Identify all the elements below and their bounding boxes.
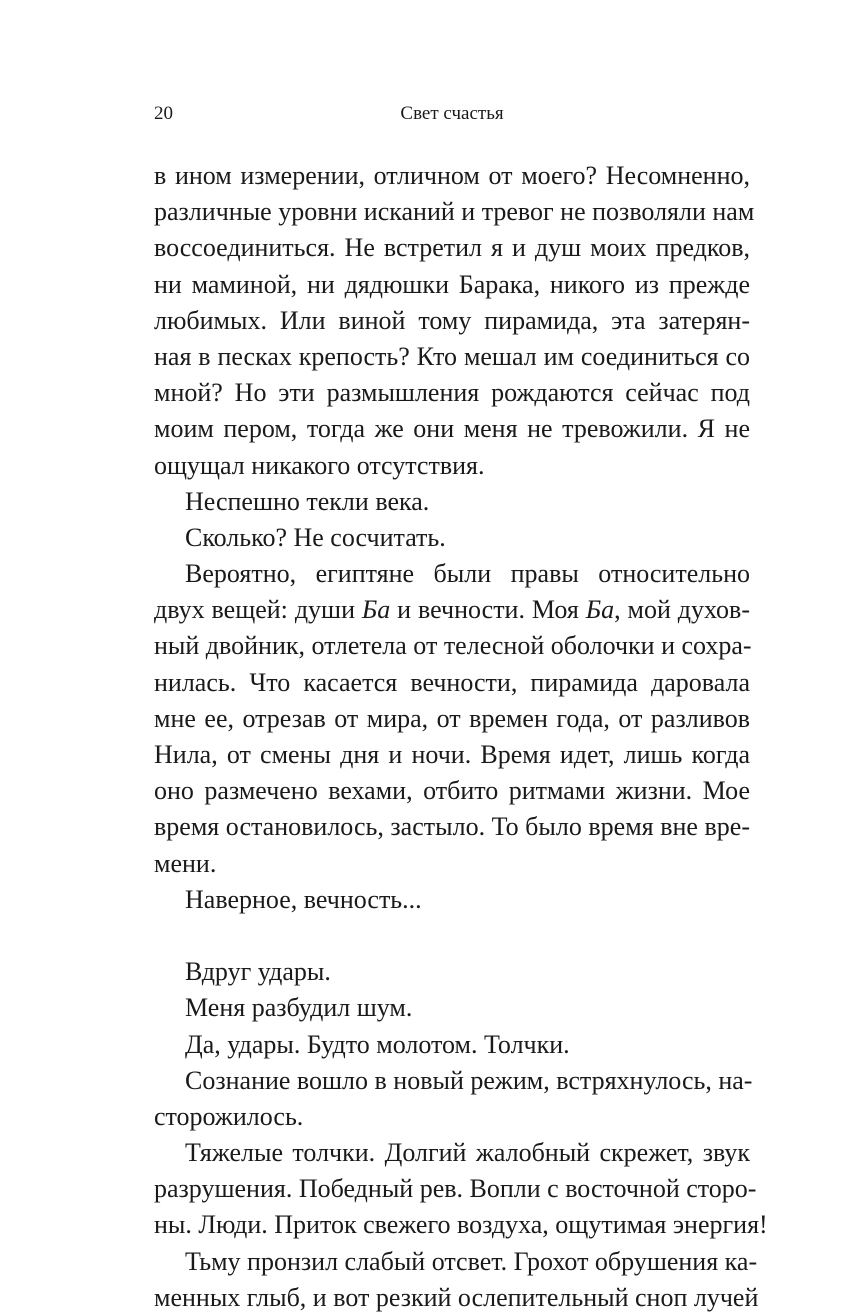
book-title: Свет счастья [400, 103, 504, 124]
paragraph [154, 1244, 759, 1316]
text-line: ная в песках крепость? Кто мешал им соединиться со [154, 341, 750, 371]
text-line: Меня разбудил шум. [185, 993, 413, 1023]
text-line: Тьму пронзил слабый отсвет. Грохот обрушения ка- [185, 1246, 758, 1276]
text-line: Нила, от смены дня и ночи. Время идет, лишь когда [154, 740, 750, 769]
paragraph [154, 954, 750, 990]
running-head [154, 101, 750, 127]
text-line: в ином измерении, отличном от моего? Несомненно, [154, 161, 750, 190]
text-line: моим пером, тогда же они меня не тревожили. Я не [154, 414, 750, 444]
text-span: , мой духов- [614, 595, 750, 625]
text-line: различные уровни исканий и тревог не позволяли нам [154, 197, 755, 227]
text-line [154, 592, 750, 628]
text-line: Наверное, вечность... [185, 884, 422, 914]
italic-term: Ба [361, 595, 391, 625]
paragraph [154, 990, 750, 1026]
paragraph [154, 1063, 753, 1135]
text-line: Сколько? Не сосчитать. [185, 522, 446, 552]
text-line: время остановилось, застыло. То было время вне вре- [154, 812, 750, 842]
italic-term: Ба [585, 595, 615, 625]
body-text [154, 158, 768, 1316]
text-line: Тяжелые толчки. Долгий жалобный скрежет, звук [185, 1138, 750, 1168]
paragraph [154, 556, 750, 882]
text-line: Вдруг удары. [185, 957, 331, 987]
section-break [154, 918, 750, 954]
text-line: ный двойник, отлетела от телесной оболочки и сохра- [154, 631, 752, 661]
text-line: ощущал никакого отсутствия. [154, 450, 485, 480]
text-line: сторожилось. [154, 1101, 304, 1131]
text-line: любимых. Или виной тому пирамида, эта затерян- [154, 305, 750, 335]
page-number: 20 [154, 103, 173, 124]
text-line: мени. [154, 848, 217, 878]
text-span: двух вещей: души [154, 595, 362, 625]
text-line: нилась. Что касается вечности, пирамида даровала [154, 667, 750, 697]
text-line: Да, удары. Будто молотом. Толчки. [185, 1029, 570, 1059]
paragraph [154, 1027, 750, 1063]
text-line: оно размечено вехами, отбито ритмами жизни. Мое [154, 776, 750, 806]
text-line: мне ее, отрезав от мира, от времен года, от разливов [154, 703, 750, 733]
text-line: ны. Люди. Приток свежего воздуха, ощутимая энергия! [154, 1210, 768, 1240]
text-line: Сознание вошло в новый режим, встряхнулось, на- [185, 1065, 753, 1095]
text-line: менных глыб, и вот резкий ослепительный сноп лучей [154, 1282, 759, 1312]
text-line: разрушения. Победный рев. Вопли с восточной сторо- [154, 1174, 757, 1204]
text-line: ни маминой, ни дядюшки Барака, никого из прежде [154, 269, 750, 299]
text-line: Вероятно, египтяне были правы относительно [185, 559, 750, 589]
paragraph [154, 1135, 768, 1244]
text-line: воссоединиться. Не встретил я и душ моих предков, [154, 233, 750, 263]
paragraph [154, 484, 750, 520]
paragraph [154, 158, 755, 484]
paragraph [154, 520, 750, 556]
text-line: Неспешно текли века. [185, 486, 430, 516]
text-line: мной? Но эти размышления рождаются сейчас под [154, 378, 750, 408]
paragraph [154, 882, 750, 918]
text-span: и вечности. Моя [390, 595, 586, 625]
